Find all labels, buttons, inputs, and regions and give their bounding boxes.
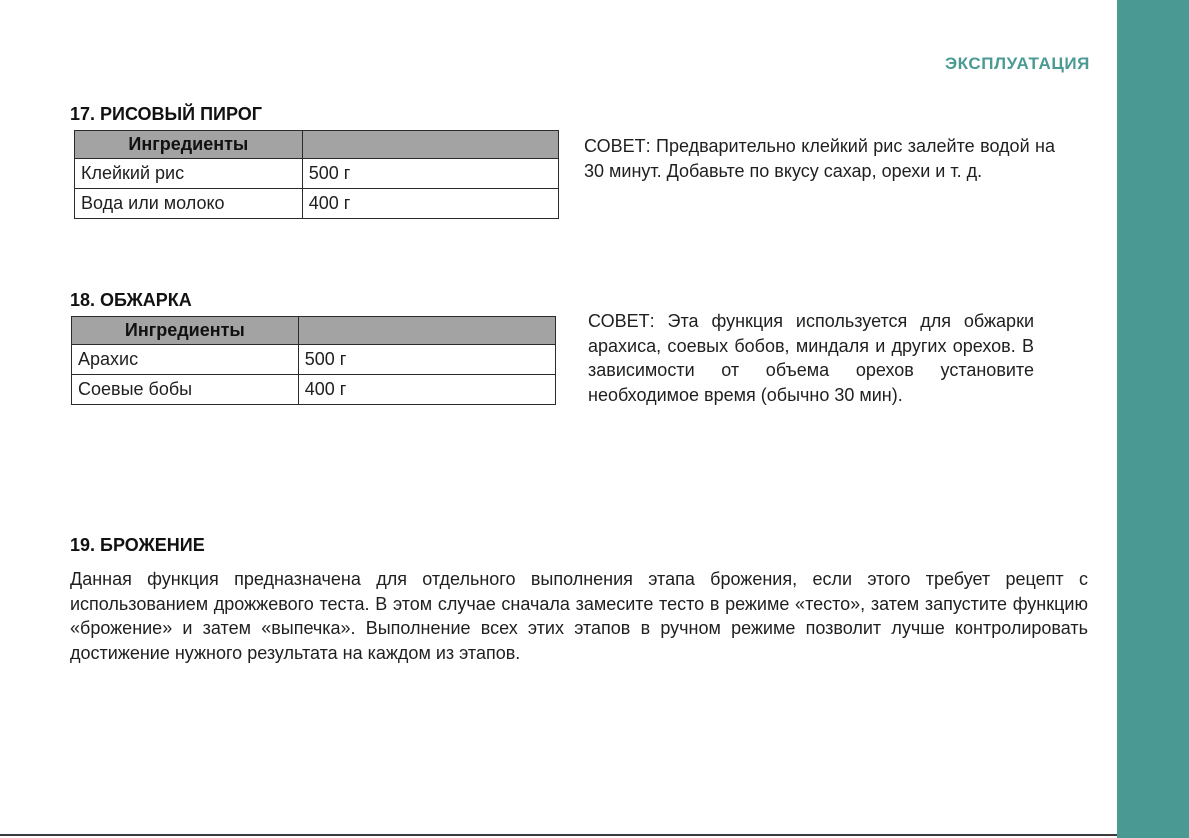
ingredient-amount: 500 г	[298, 345, 555, 375]
section-title-fermentation: 19. БРОЖЕНИЕ	[70, 535, 205, 555]
side-accent-bar	[1117, 0, 1189, 838]
ingredient-amount: 400 г	[302, 189, 558, 219]
table-row	[75, 159, 559, 189]
table-row	[75, 189, 559, 219]
fermentation-description: Данная функция предназначена для отдельного выполнения этапа брожения, если этого требует рецепт с использованием дрожжевого теста. В этом случае сначала замесите тесто в режиме «тесто», затем запустите функцию «брожение» и затем «выпечка». Выполнение всех этих этапов в ручном режиме позволит лучше контролировать достижение нужного результата на каждом из этапов.	[70, 569, 1088, 663]
ingredient-name: Вода или молоко	[75, 189, 303, 219]
table-header-amount	[302, 131, 558, 159]
page-header: ЭКСПЛУАТАЦИЯ	[944, 54, 1090, 73]
section-title-rice-pie: 17. РИСОВЫЙ ПИРОГ	[70, 104, 262, 124]
table-header-ingredients: Ингредиенты	[72, 317, 299, 345]
table-row	[72, 345, 556, 375]
ingredients-table-roasting	[71, 316, 556, 405]
table-header-ingredients: Ингредиенты	[75, 131, 303, 159]
ingredient-name: Соевые бобы	[72, 375, 299, 405]
table-header-row	[72, 317, 556, 345]
table-row	[72, 375, 556, 405]
table-header-amount	[298, 317, 555, 345]
ingredient-name: Клейкий рис	[75, 159, 303, 189]
ingredients-table-rice-pie	[74, 130, 559, 219]
bottom-divider	[0, 834, 1117, 836]
ingredient-amount: 500 г	[302, 159, 558, 189]
tip-rice-pie: СОВЕТ: Предварительно клейкий рис залейте водой на 30 минут. Добавьте по вкусу сахар, орехи и т. д.	[584, 136, 1055, 181]
table-header-row	[75, 131, 559, 159]
tip-roasting: СОВЕТ: Эта функция используется для обжарки арахиса, соевых бобов, миндаля и других орехов. В зависимости от объема орехов установите необходимое время (обычно 30 мин).	[588, 311, 1034, 405]
section-title-roasting: 18. ОБЖАРКА	[70, 290, 192, 310]
ingredient-name: Арахис	[72, 345, 299, 375]
ingredient-amount: 400 г	[298, 375, 555, 405]
